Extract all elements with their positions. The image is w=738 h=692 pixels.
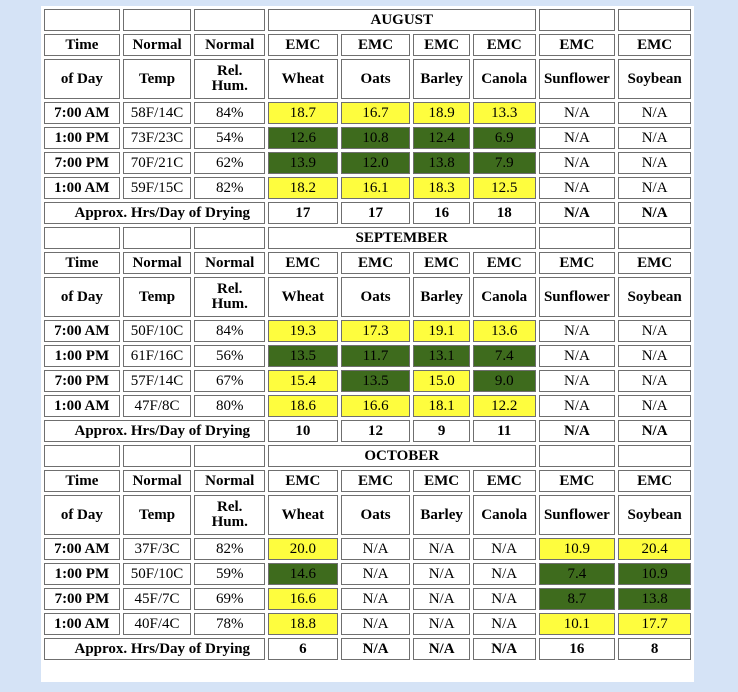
- rel-humidity: 56%: [194, 345, 265, 367]
- emc-value: N/A: [539, 370, 616, 392]
- emc-value: 6.9: [473, 127, 536, 149]
- column-subheader-row: [44, 495, 691, 535]
- emc-value: 10.9: [618, 563, 691, 585]
- normal-temp: 61F/16C: [123, 345, 192, 367]
- emc-value: N/A: [618, 345, 691, 367]
- blank-cell: [618, 9, 691, 31]
- normal-hum-header: Normal: [194, 34, 265, 56]
- emc-header: EMC: [268, 252, 338, 274]
- emc-value: 13.6: [473, 320, 536, 342]
- emc-value: 16.7: [341, 102, 411, 124]
- emc-value: 13.3: [473, 102, 536, 124]
- emc-header: EMC: [618, 252, 691, 274]
- column-header-row: [44, 470, 691, 492]
- emc-value: N/A: [341, 613, 411, 635]
- time-of-day: 7:00 AM: [44, 320, 120, 342]
- emc-header: EMC: [473, 34, 536, 56]
- emc-value: 18.7: [268, 102, 338, 124]
- data-row: [44, 613, 691, 635]
- emc-value: N/A: [473, 563, 536, 585]
- of-day-header: of Day: [44, 277, 120, 317]
- emc-header: EMC: [473, 470, 536, 492]
- crop-header: Canola: [473, 59, 536, 99]
- column-subheader-row: [44, 59, 691, 99]
- emc-header: EMC: [539, 34, 616, 56]
- emc-value: 13.1: [413, 345, 470, 367]
- crop-header: Sunflower: [539, 495, 616, 535]
- rel-hum-line1: Rel.: [217, 499, 243, 515]
- blank-cell: [194, 227, 265, 249]
- rel-humidity: 82%: [194, 538, 265, 560]
- drying-hours-value: 17: [268, 202, 338, 224]
- rel-hum-header: [194, 495, 265, 535]
- emc-value: 12.2: [473, 395, 536, 417]
- crop-header: Soybean: [618, 59, 691, 99]
- blank-cell: [539, 9, 616, 31]
- emc-value: 19.1: [413, 320, 470, 342]
- of-day-header: of Day: [44, 59, 120, 99]
- data-row: [44, 395, 691, 417]
- emc-value: N/A: [473, 538, 536, 560]
- emc-header: EMC: [618, 34, 691, 56]
- drying-hours-row: [44, 420, 691, 442]
- time-of-day: 1:00 AM: [44, 613, 120, 635]
- rel-humidity: 84%: [194, 320, 265, 342]
- rel-humidity: 62%: [194, 152, 265, 174]
- drying-hours-value: 16: [539, 638, 616, 660]
- drying-hours-value: N/A: [539, 202, 616, 224]
- time-header: Time: [44, 252, 120, 274]
- emc-value: N/A: [618, 152, 691, 174]
- emc-value: 9.0: [473, 370, 536, 392]
- emc-header: EMC: [341, 252, 411, 274]
- emc-header: EMC: [413, 252, 470, 274]
- emc-value: 20.4: [618, 538, 691, 560]
- normal-temp-header: Normal: [123, 470, 192, 492]
- emc-value: 7.4: [539, 563, 616, 585]
- emc-value: 16.6: [341, 395, 411, 417]
- rel-humidity: 67%: [194, 370, 265, 392]
- time-of-day: 1:00 AM: [44, 177, 120, 199]
- emc-value: 17.3: [341, 320, 411, 342]
- temp-header: Temp: [123, 59, 192, 99]
- emc-value: N/A: [413, 613, 470, 635]
- emc-value: 20.0: [268, 538, 338, 560]
- rel-humidity: 54%: [194, 127, 265, 149]
- normal-hum-header: Normal: [194, 252, 265, 274]
- rel-humidity: 82%: [194, 177, 265, 199]
- emc-header: EMC: [268, 34, 338, 56]
- temp-header: Temp: [123, 495, 192, 535]
- blank-cell: [123, 445, 192, 467]
- rel-humidity: 69%: [194, 588, 265, 610]
- crop-header: Sunflower: [539, 59, 616, 99]
- emc-value: N/A: [539, 102, 616, 124]
- emc-value: N/A: [473, 613, 536, 635]
- time-of-day: 7:00 AM: [44, 538, 120, 560]
- emc-value: N/A: [341, 538, 411, 560]
- emc-value: 7.4: [473, 345, 536, 367]
- data-row: [44, 345, 691, 367]
- emc-table-container: [41, 6, 694, 682]
- time-of-day: 1:00 PM: [44, 345, 120, 367]
- drying-hours-value: 8: [618, 638, 691, 660]
- drying-hours-value: N/A: [618, 202, 691, 224]
- data-row: [44, 538, 691, 560]
- emc-value: 12.4: [413, 127, 470, 149]
- emc-value: 17.7: [618, 613, 691, 635]
- emc-value: 18.1: [413, 395, 470, 417]
- emc-value: 13.5: [268, 345, 338, 367]
- emc-value: N/A: [341, 563, 411, 585]
- emc-value: 13.8: [413, 152, 470, 174]
- month-header-row: [44, 445, 691, 467]
- emc-value: 10.9: [539, 538, 616, 560]
- blank-cell: [44, 227, 120, 249]
- emc-drying-table: [41, 6, 694, 663]
- emc-header: EMC: [413, 34, 470, 56]
- normal-temp: 70F/21C: [123, 152, 192, 174]
- emc-value: N/A: [618, 370, 691, 392]
- emc-value: N/A: [341, 588, 411, 610]
- drying-hours-value: N/A: [473, 638, 536, 660]
- normal-temp: 37F/3C: [123, 538, 192, 560]
- drying-hours-label: Approx. Hrs/Day of Drying: [44, 420, 265, 442]
- temp-header: Temp: [123, 277, 192, 317]
- column-header-row: [44, 34, 691, 56]
- blank-cell: [44, 9, 120, 31]
- emc-value: 10.8: [341, 127, 411, 149]
- crop-header: Oats: [341, 59, 411, 99]
- drying-hours-row: [44, 638, 691, 660]
- drying-hours-value: N/A: [413, 638, 470, 660]
- drying-hours-value: 6: [268, 638, 338, 660]
- emc-header: EMC: [268, 470, 338, 492]
- normal-temp: 40F/4C: [123, 613, 192, 635]
- crop-header: Barley: [413, 495, 470, 535]
- normal-temp-header: Normal: [123, 34, 192, 56]
- month-title: OCTOBER: [268, 445, 535, 467]
- emc-value: 18.2: [268, 177, 338, 199]
- emc-value: N/A: [539, 395, 616, 417]
- month-title: AUGUST: [268, 9, 535, 31]
- column-subheader-row: [44, 277, 691, 317]
- emc-value: N/A: [618, 395, 691, 417]
- emc-header: EMC: [413, 470, 470, 492]
- emc-value: 13.8: [618, 588, 691, 610]
- normal-temp: 57F/14C: [123, 370, 192, 392]
- normal-hum-header: Normal: [194, 470, 265, 492]
- emc-value: 16.1: [341, 177, 411, 199]
- drying-hours-value: N/A: [341, 638, 411, 660]
- rel-humidity: 59%: [194, 563, 265, 585]
- emc-value: 18.3: [413, 177, 470, 199]
- crop-header: Soybean: [618, 277, 691, 317]
- emc-value: 18.6: [268, 395, 338, 417]
- normal-temp: 58F/14C: [123, 102, 192, 124]
- drying-hours-value: 17: [341, 202, 411, 224]
- emc-header: EMC: [539, 470, 616, 492]
- data-row: [44, 563, 691, 585]
- time-header: Time: [44, 34, 120, 56]
- crop-header: Canola: [473, 277, 536, 317]
- time-of-day: 7:00 PM: [44, 588, 120, 610]
- emc-value: N/A: [473, 588, 536, 610]
- time-of-day: 7:00 PM: [44, 370, 120, 392]
- month-title: SEPTEMBER: [268, 227, 535, 249]
- emc-value: 12.6: [268, 127, 338, 149]
- time-of-day: 1:00 AM: [44, 395, 120, 417]
- time-of-day: 7:00 PM: [44, 152, 120, 174]
- drying-hours-value: 11: [473, 420, 536, 442]
- emc-value: N/A: [539, 152, 616, 174]
- drying-hours-value: 18: [473, 202, 536, 224]
- normal-temp: 73F/23C: [123, 127, 192, 149]
- rel-hum-header: [194, 59, 265, 99]
- emc-value: 8.7: [539, 588, 616, 610]
- emc-value: N/A: [539, 320, 616, 342]
- normal-temp: 50F/10C: [123, 563, 192, 585]
- emc-value: 19.3: [268, 320, 338, 342]
- emc-header: EMC: [539, 252, 616, 274]
- time-header: Time: [44, 470, 120, 492]
- emc-value: N/A: [413, 538, 470, 560]
- rel-hum-header: [194, 277, 265, 317]
- data-row: [44, 370, 691, 392]
- drying-hours-value: N/A: [539, 420, 616, 442]
- emc-header: EMC: [473, 252, 536, 274]
- emc-value: 7.9: [473, 152, 536, 174]
- drying-hours-value: 9: [413, 420, 470, 442]
- crop-header: Wheat: [268, 495, 338, 535]
- drying-hours-label: Approx. Hrs/Day of Drying: [44, 638, 265, 660]
- column-header-row: [44, 252, 691, 274]
- emc-value: N/A: [539, 127, 616, 149]
- drying-hours-value: N/A: [618, 420, 691, 442]
- data-row: [44, 102, 691, 124]
- crop-header: Canola: [473, 495, 536, 535]
- normal-temp: 47F/8C: [123, 395, 192, 417]
- rel-hum-line2: Hum.: [211, 78, 248, 94]
- blank-cell: [618, 227, 691, 249]
- emc-value: 16.6: [268, 588, 338, 610]
- emc-header: EMC: [341, 34, 411, 56]
- rel-hum-line2: Hum.: [211, 514, 248, 530]
- crop-header: Oats: [341, 277, 411, 317]
- emc-value: 12.0: [341, 152, 411, 174]
- normal-temp: 45F/7C: [123, 588, 192, 610]
- data-row: [44, 152, 691, 174]
- emc-value: N/A: [539, 177, 616, 199]
- drying-hours-value: 10: [268, 420, 338, 442]
- emc-value: N/A: [539, 345, 616, 367]
- blank-cell: [194, 9, 265, 31]
- normal-temp: 50F/10C: [123, 320, 192, 342]
- blank-cell: [539, 227, 616, 249]
- crop-header: Oats: [341, 495, 411, 535]
- rel-humidity: 80%: [194, 395, 265, 417]
- emc-value: 11.7: [341, 345, 411, 367]
- emc-value: N/A: [413, 563, 470, 585]
- blank-cell: [123, 9, 192, 31]
- rel-hum-line1: Rel.: [217, 281, 243, 297]
- crop-header: Wheat: [268, 59, 338, 99]
- emc-value: 13.5: [341, 370, 411, 392]
- crop-header: Sunflower: [539, 277, 616, 317]
- emc-value: N/A: [618, 320, 691, 342]
- time-of-day: 7:00 AM: [44, 102, 120, 124]
- blank-cell: [44, 445, 120, 467]
- blank-cell: [194, 445, 265, 467]
- emc-header: EMC: [341, 470, 411, 492]
- emc-value: 14.6: [268, 563, 338, 585]
- emc-value: N/A: [618, 127, 691, 149]
- emc-value: N/A: [618, 102, 691, 124]
- data-row: [44, 177, 691, 199]
- rel-hum-line2: Hum.: [211, 296, 248, 312]
- month-header-row: [44, 227, 691, 249]
- emc-value: 10.1: [539, 613, 616, 635]
- crop-header: Soybean: [618, 495, 691, 535]
- emc-value: 18.9: [413, 102, 470, 124]
- emc-value: N/A: [413, 588, 470, 610]
- emc-value: 15.4: [268, 370, 338, 392]
- emc-value: N/A: [618, 177, 691, 199]
- emc-header: EMC: [618, 470, 691, 492]
- data-row: [44, 127, 691, 149]
- time-of-day: 1:00 PM: [44, 127, 120, 149]
- blank-cell: [618, 445, 691, 467]
- time-of-day: 1:00 PM: [44, 563, 120, 585]
- month-header-row: [44, 9, 691, 31]
- crop-header: Barley: [413, 59, 470, 99]
- rel-humidity: 78%: [194, 613, 265, 635]
- rel-humidity: 84%: [194, 102, 265, 124]
- crop-header: Barley: [413, 277, 470, 317]
- drying-hours-value: 12: [341, 420, 411, 442]
- emc-value: 12.5: [473, 177, 536, 199]
- rel-hum-line1: Rel.: [217, 63, 243, 79]
- data-row: [44, 588, 691, 610]
- drying-hours-value: 16: [413, 202, 470, 224]
- emc-value: 15.0: [413, 370, 470, 392]
- normal-temp-header: Normal: [123, 252, 192, 274]
- normal-temp: 59F/15C: [123, 177, 192, 199]
- of-day-header: of Day: [44, 495, 120, 535]
- blank-cell: [123, 227, 192, 249]
- emc-value: 18.8: [268, 613, 338, 635]
- blank-cell: [539, 445, 616, 467]
- drying-hours-label: Approx. Hrs/Day of Drying: [44, 202, 265, 224]
- emc-value: 13.9: [268, 152, 338, 174]
- drying-hours-row: [44, 202, 691, 224]
- crop-header: Wheat: [268, 277, 338, 317]
- data-row: [44, 320, 691, 342]
